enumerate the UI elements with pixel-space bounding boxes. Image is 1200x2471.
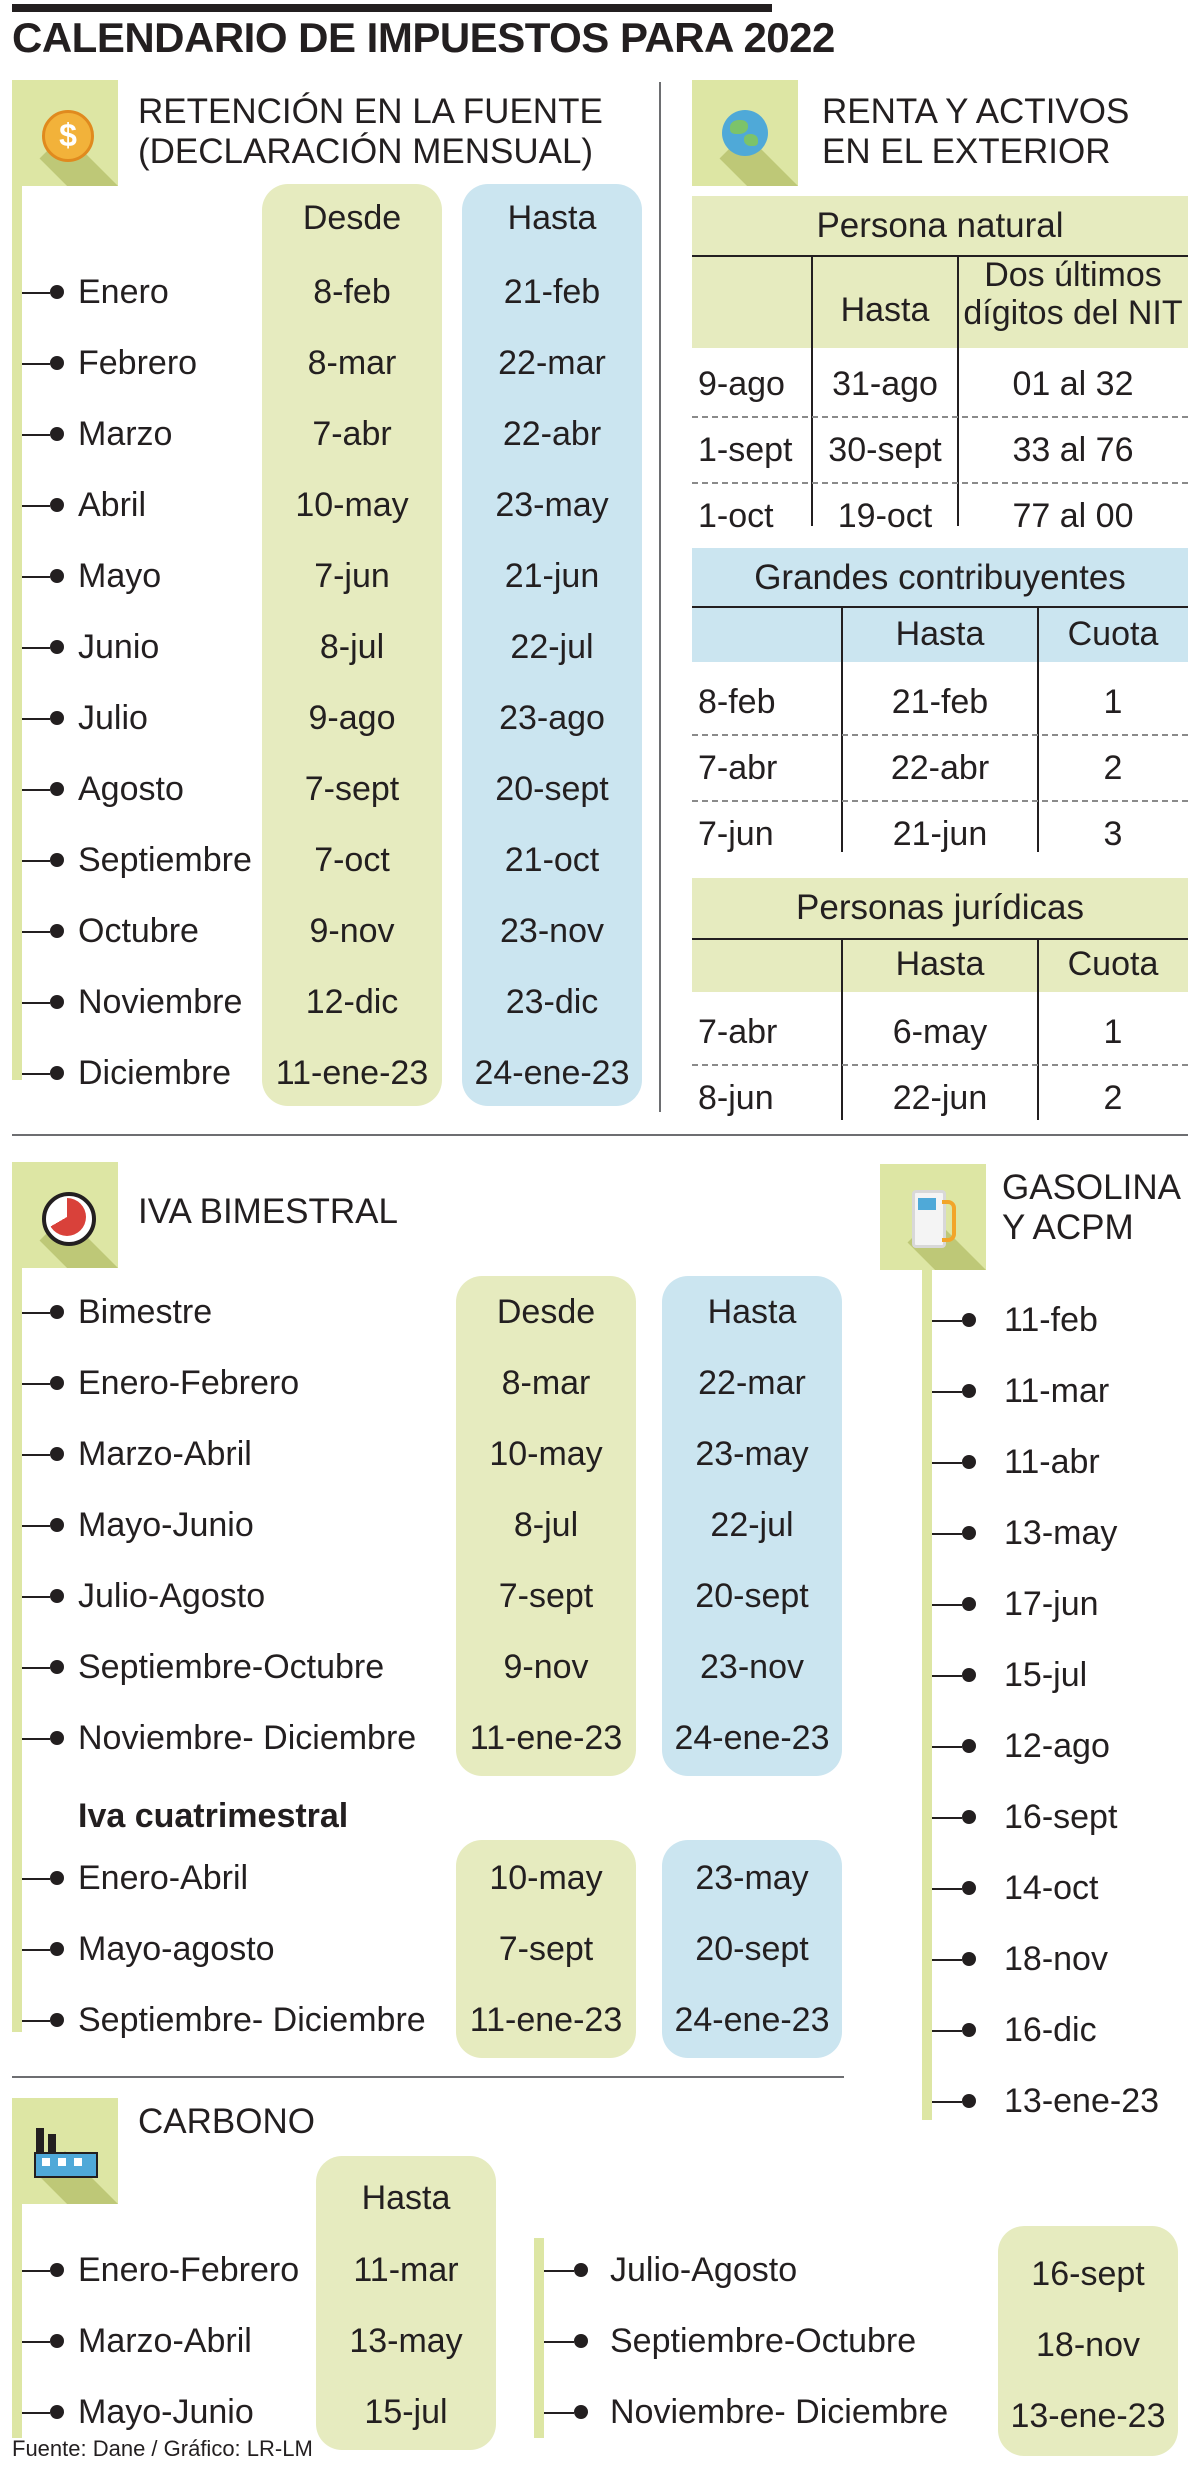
bullet bbox=[962, 1881, 976, 1895]
connector bbox=[22, 1073, 50, 1075]
bullet bbox=[50, 1589, 64, 1603]
table-cell-desde: 7-abr bbox=[698, 749, 778, 787]
table-cell-cuota: 2 bbox=[1103, 1079, 1123, 1117]
month-label: Enero bbox=[78, 273, 169, 311]
bullet bbox=[962, 1526, 976, 1540]
hasta-date: 20-sept bbox=[695, 1577, 809, 1615]
desde-date: 8-mar bbox=[307, 344, 397, 382]
connector bbox=[22, 1002, 50, 1004]
bullet bbox=[50, 782, 64, 796]
row-divider bbox=[692, 416, 1188, 418]
timeline-rail bbox=[922, 1164, 932, 2120]
connector bbox=[22, 434, 50, 436]
column-header-hasta: Hasta bbox=[361, 2179, 451, 2217]
bullet bbox=[50, 2405, 64, 2419]
table-cell-desde: 8-feb bbox=[698, 683, 776, 721]
column-divider bbox=[659, 82, 661, 1112]
rule bbox=[692, 938, 1188, 940]
section-icon-box bbox=[12, 2098, 118, 2204]
column-header-desde: Desde bbox=[496, 1293, 596, 1331]
table-cell-cuota: 1 bbox=[1103, 683, 1123, 721]
month-label: Junio bbox=[78, 628, 160, 666]
period-label: Julio-Agosto bbox=[610, 2251, 798, 2289]
month-label: Octubre bbox=[78, 912, 199, 950]
column-header-hasta: Hasta bbox=[507, 199, 597, 237]
bullet bbox=[962, 1384, 976, 1398]
desde-date: 8-feb bbox=[313, 273, 391, 311]
table-cell-hasta: 22-abr bbox=[890, 749, 990, 787]
connector bbox=[932, 1604, 962, 1606]
bullet bbox=[50, 1376, 64, 1390]
bullet bbox=[962, 1952, 976, 1966]
connector bbox=[544, 2341, 574, 2343]
hasta-date: 23-nov bbox=[700, 1648, 804, 1686]
table-cell-hasta: 21-feb bbox=[891, 683, 989, 721]
connector bbox=[22, 1525, 50, 1527]
table-cell-nit: 01 al 32 bbox=[1012, 365, 1134, 403]
month-label: Febrero bbox=[78, 344, 198, 382]
section-title: CARBONO bbox=[138, 2102, 315, 2141]
fuel-date: 12-ago bbox=[1004, 1727, 1110, 1765]
hasta-date: 22-mar bbox=[498, 344, 606, 382]
desde-date: 10-may bbox=[295, 486, 409, 524]
rule bbox=[692, 606, 1188, 608]
hasta-date: 23-may bbox=[695, 1859, 809, 1897]
bullet bbox=[50, 356, 64, 370]
bullet bbox=[50, 1066, 64, 1080]
connector bbox=[932, 1675, 962, 1677]
month-label: Diciembre bbox=[78, 1054, 232, 1092]
timeline-rail bbox=[12, 80, 22, 1080]
desde-date: 7-sept bbox=[304, 770, 400, 808]
bullet bbox=[962, 1455, 976, 1469]
period-label: Mayo-agosto bbox=[78, 1930, 275, 1968]
factory-icon bbox=[34, 2128, 94, 2174]
connector bbox=[22, 576, 50, 578]
column-header-cuota: Cuota bbox=[1067, 945, 1159, 983]
connector bbox=[932, 1391, 962, 1393]
fuel-date: 13-may bbox=[1004, 1514, 1118, 1552]
fuel-date: 18-nov bbox=[1004, 1940, 1108, 1978]
section-title: RETENCIÓN EN LA FUENTE (DECLARACIÓN MENSUAL) bbox=[138, 92, 603, 171]
connector bbox=[22, 505, 50, 507]
period-label: Enero-Febrero bbox=[78, 2251, 300, 2289]
period-label: Septiembre-Octubre bbox=[610, 2322, 917, 2360]
bullet bbox=[962, 1810, 976, 1824]
fuel-date: 16-sept bbox=[1004, 1798, 1118, 1836]
connector bbox=[544, 2412, 574, 2414]
bullet bbox=[962, 1313, 976, 1327]
connector bbox=[22, 2341, 50, 2343]
table-cell-desde: 1-oct bbox=[698, 497, 774, 535]
desde-date: 7-oct bbox=[314, 841, 390, 879]
hasta-date: 22-jul bbox=[710, 1506, 794, 1544]
column-header-hasta: Hasta bbox=[895, 615, 985, 653]
hasta-date: 21-oct bbox=[504, 841, 600, 879]
connector bbox=[932, 1817, 962, 1819]
desde-date: 11-ene-23 bbox=[469, 1719, 623, 1757]
hasta-date: 23-may bbox=[695, 1435, 809, 1473]
column-header-hasta: Hasta bbox=[840, 291, 930, 329]
table-cell-nit: 33 al 76 bbox=[1012, 431, 1134, 469]
hasta-date: 23-nov bbox=[500, 912, 604, 950]
section-icon-box bbox=[880, 1164, 986, 1270]
month-label: Noviembre bbox=[78, 983, 243, 1021]
connector bbox=[932, 1533, 962, 1535]
row-divider bbox=[692, 734, 1188, 736]
hasta-date: 22-jul bbox=[510, 628, 594, 666]
table-cell-hasta: 31-ago bbox=[832, 365, 938, 403]
connector bbox=[22, 1383, 50, 1385]
connector bbox=[544, 2270, 574, 2272]
period-label: Mayo-Junio bbox=[78, 2393, 254, 2431]
fuel-date: 11-mar bbox=[1004, 1372, 1110, 1410]
section-divider bbox=[12, 1134, 1188, 1136]
dollar-coin-icon: $ bbox=[42, 110, 94, 162]
timeline-rail bbox=[534, 2238, 544, 2438]
section-divider-bottom bbox=[12, 2076, 844, 2078]
timeline-rail bbox=[12, 1162, 22, 2032]
month-label: Abril bbox=[78, 486, 147, 524]
month-label: Julio bbox=[78, 699, 148, 737]
table-cell-hasta: 21-jun bbox=[892, 815, 988, 853]
section-title: RENTA Y ACTIVOS EN EL EXTERIOR bbox=[822, 92, 1130, 171]
connector bbox=[932, 1320, 962, 1322]
desde-date: 7-abr bbox=[312, 415, 392, 453]
column-header-nit: Dos últimos dígitos del NIT bbox=[963, 256, 1183, 332]
period-label: Septiembre- Diciembre bbox=[78, 2001, 426, 2039]
hasta-date: 21-feb bbox=[503, 273, 601, 311]
hasta-date: 11-mar bbox=[353, 2251, 459, 2289]
period-label: Enero-Febrero bbox=[78, 1364, 300, 1402]
bullet bbox=[50, 1660, 64, 1674]
desde-date: 7-sept bbox=[498, 1930, 594, 1968]
table-cell-hasta: 22-jun bbox=[892, 1079, 988, 1117]
connector bbox=[22, 1454, 50, 1456]
bullet bbox=[50, 2263, 64, 2277]
subsection-title: Iva cuatrimestral bbox=[78, 1797, 349, 1835]
table-title: Persona natural bbox=[816, 206, 1064, 245]
bullet bbox=[50, 1731, 64, 1745]
column-header-hasta: Hasta bbox=[707, 1293, 797, 1331]
bullet bbox=[50, 498, 64, 512]
bullet bbox=[50, 1518, 64, 1532]
bullet bbox=[50, 285, 64, 299]
hasta-date: 18-nov bbox=[1036, 2326, 1140, 2364]
table-cell-cuota: 3 bbox=[1103, 815, 1123, 853]
desde-date: 11-ene-23 bbox=[275, 1054, 429, 1092]
section-icon-box bbox=[692, 80, 798, 186]
table-cell-desde: 7-jun bbox=[698, 815, 774, 853]
globe-icon bbox=[722, 110, 768, 156]
connector bbox=[932, 1746, 962, 1748]
hasta-date: 24-ene-23 bbox=[674, 2001, 830, 2039]
connector bbox=[22, 1312, 50, 1314]
bullet bbox=[50, 640, 64, 654]
column-header-desde: Desde bbox=[302, 199, 402, 237]
desde-date: 9-ago bbox=[308, 699, 396, 737]
hasta-date: 24-ene-23 bbox=[474, 1054, 630, 1092]
hasta-date: 13-ene-23 bbox=[1010, 2397, 1166, 2435]
table-cell-cuota: 2 bbox=[1103, 749, 1123, 787]
table-cell-hasta: 19-oct bbox=[837, 497, 933, 535]
hasta-date: 16-sept bbox=[1031, 2255, 1145, 2293]
period-label: Enero-Abril bbox=[78, 1859, 249, 1897]
desde-date: 7-jun bbox=[314, 557, 390, 595]
title-bar bbox=[12, 4, 772, 12]
desde-date: 9-nov bbox=[309, 912, 395, 950]
desde-date: 9-nov bbox=[503, 1648, 589, 1686]
connector bbox=[22, 789, 50, 791]
month-label: Agosto bbox=[78, 770, 184, 808]
connector bbox=[22, 2270, 50, 2272]
page-title: CALENDARIO DE IMPUESTOS PARA 2022 bbox=[12, 14, 835, 61]
connector bbox=[22, 2412, 50, 2414]
bullet bbox=[574, 2334, 588, 2348]
bullet bbox=[962, 2023, 976, 2037]
hasta-date: 23-may bbox=[495, 486, 609, 524]
row-divider bbox=[692, 1064, 1188, 1066]
hasta-date: 13-may bbox=[349, 2322, 463, 2360]
bullet bbox=[50, 1447, 64, 1461]
connector bbox=[932, 2030, 962, 2032]
connector bbox=[22, 292, 50, 294]
month-label: Mayo bbox=[78, 557, 162, 595]
pie-chart-icon bbox=[42, 1192, 96, 1246]
section-title: GASOLINA Y ACPM bbox=[1002, 1168, 1181, 1247]
period-label: Marzo-Abril bbox=[78, 2322, 252, 2360]
desde-date: 8-jul bbox=[319, 628, 385, 666]
connector bbox=[22, 931, 50, 933]
section-icon-box bbox=[12, 1162, 118, 1268]
desde-date: 10-may bbox=[489, 1859, 603, 1897]
bullet bbox=[50, 1305, 64, 1319]
period-label: Marzo-Abril bbox=[78, 1435, 252, 1473]
hasta-date: 20-sept bbox=[695, 1930, 809, 1968]
hasta-date: 22-abr bbox=[502, 415, 602, 453]
desde-date: 12-dic bbox=[305, 983, 399, 1021]
connector bbox=[22, 1667, 50, 1669]
bullet bbox=[962, 1597, 976, 1611]
fuel-date: 13-ene-23 bbox=[1004, 2082, 1160, 2120]
table-cell-hasta: 6-may bbox=[892, 1013, 988, 1051]
desde-date: 8-jul bbox=[513, 1506, 579, 1544]
table-cell-hasta: 30-sept bbox=[828, 431, 942, 469]
desde-date: 7-sept bbox=[498, 1577, 594, 1615]
hasta-date: 24-ene-23 bbox=[674, 1719, 830, 1757]
connector bbox=[22, 2020, 50, 2022]
fuel-date: 16-dic bbox=[1004, 2011, 1097, 2049]
bullet bbox=[50, 853, 64, 867]
bullet bbox=[962, 2094, 976, 2108]
connector bbox=[22, 1949, 50, 1951]
table-title: Grandes contribuyentes bbox=[754, 558, 1126, 597]
table-cell-nit: 77 al 00 bbox=[1012, 497, 1134, 535]
section-title: IVA BIMESTRAL bbox=[138, 1192, 398, 1231]
connector bbox=[22, 363, 50, 365]
fuel-date: 14-oct bbox=[1004, 1869, 1099, 1907]
table-title: Personas jurídicas bbox=[796, 888, 1084, 927]
source-footer: Fuente: Dane / Gráfico: LR-LM bbox=[12, 2436, 313, 2461]
hasta-date: 22-mar bbox=[698, 1364, 806, 1402]
bullet bbox=[50, 2334, 64, 2348]
connector bbox=[932, 2101, 962, 2103]
period-label: Julio-Agosto bbox=[78, 1577, 266, 1615]
row-divider bbox=[692, 482, 1188, 484]
month-label: Septiembre bbox=[78, 841, 252, 879]
bullet bbox=[574, 2263, 588, 2277]
row-divider bbox=[692, 800, 1188, 802]
bullet bbox=[50, 995, 64, 1009]
table-cell-desde: 1-sept bbox=[698, 431, 793, 469]
fuel-date: 11-feb bbox=[1004, 1301, 1098, 1339]
table-cell-cuota: 1 bbox=[1103, 1013, 1123, 1051]
column-header-cuota: Cuota bbox=[1067, 615, 1159, 653]
fuel-date: 17-jun bbox=[1004, 1585, 1099, 1623]
bullet bbox=[962, 1739, 976, 1753]
connector bbox=[22, 860, 50, 862]
bullet bbox=[50, 924, 64, 938]
table-cell-desde: 8-jun bbox=[698, 1079, 774, 1117]
period-label: Mayo-Junio bbox=[78, 1506, 254, 1544]
period-label: Noviembre- Diciembre bbox=[78, 1719, 417, 1757]
hasta-date: 21-jun bbox=[504, 557, 600, 595]
fuel-date: 15-jul bbox=[1004, 1656, 1088, 1694]
section-icon-box bbox=[12, 80, 118, 186]
bullet bbox=[50, 427, 64, 441]
bullet bbox=[574, 2405, 588, 2419]
connector bbox=[22, 1738, 50, 1740]
connector bbox=[22, 1878, 50, 1880]
connector bbox=[22, 1596, 50, 1598]
connector bbox=[932, 1959, 962, 1961]
desde-date: 11-ene-23 bbox=[469, 2001, 623, 2039]
period-label: Noviembre- Diciembre bbox=[610, 2393, 949, 2431]
bullet bbox=[50, 711, 64, 725]
fuel-date: 11-abr bbox=[1004, 1443, 1100, 1481]
desde-date: 8-mar bbox=[501, 1364, 591, 1402]
bullet bbox=[50, 2013, 64, 2027]
table-cell-desde: 9-ago bbox=[698, 365, 785, 403]
connector bbox=[22, 718, 50, 720]
bullet bbox=[50, 1942, 64, 1956]
hasta-date: 20-sept bbox=[495, 770, 609, 808]
bullet bbox=[50, 569, 64, 583]
fuel-pump-icon bbox=[912, 1190, 952, 1242]
bullet bbox=[962, 1668, 976, 1682]
table-cell-desde: 7-abr bbox=[698, 1013, 778, 1051]
month-label: Marzo bbox=[78, 415, 173, 453]
column-header-hasta: Hasta bbox=[895, 945, 985, 983]
bullet bbox=[50, 1871, 64, 1885]
period-label: Septiembre-Octubre bbox=[78, 1648, 385, 1686]
hasta-date: 23-ago bbox=[499, 699, 605, 737]
connector bbox=[932, 1888, 962, 1890]
desde-date: 10-may bbox=[489, 1435, 603, 1473]
column-header-bimestre: Bimestre bbox=[78, 1293, 213, 1331]
connector bbox=[22, 647, 50, 649]
hasta-date: 23-dic bbox=[505, 983, 599, 1021]
connector bbox=[932, 1462, 962, 1464]
hasta-date: 15-jul bbox=[364, 2393, 448, 2431]
